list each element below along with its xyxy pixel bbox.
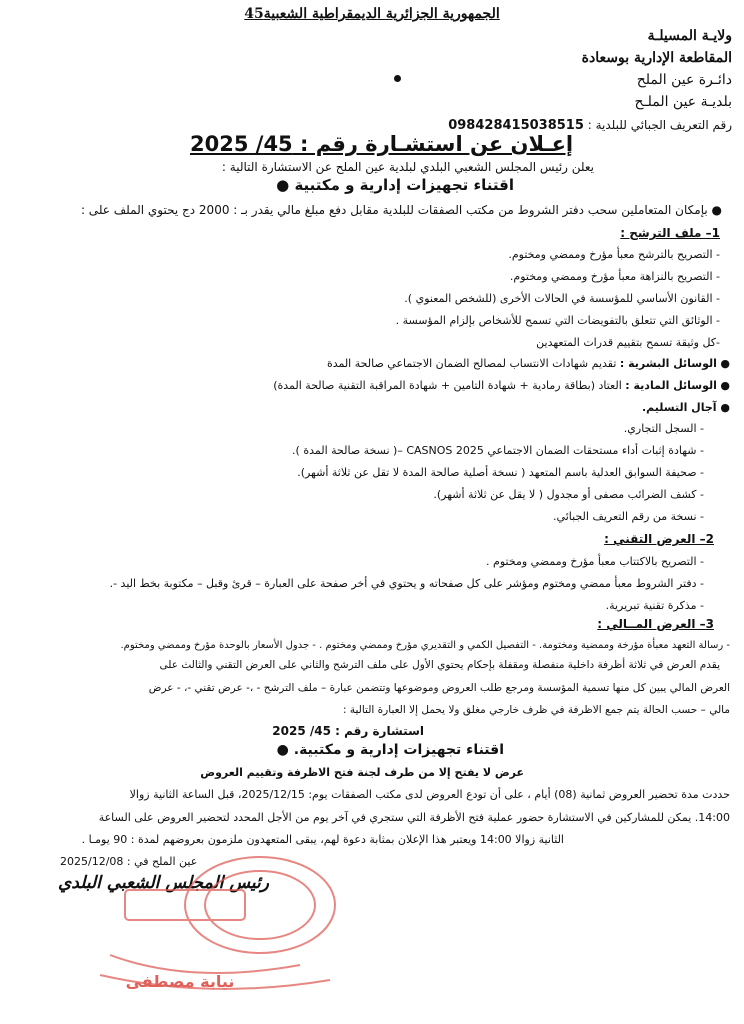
republic-header: الجمهورية الجزائرية الديمقراطية الشعبية45 xyxy=(244,6,500,22)
deadline-l1: حددت مدة تحضير العروض ثمانية (08) أيام ، على أن تودع العروض لدى مكتب الصفقات يوم: 2025/12/15، قبل الساعة الثانية زوالا xyxy=(129,788,730,801)
s1-item: - التصريح بالترشح معبأ مؤرخ وممضي ومختوم. xyxy=(508,248,720,261)
envelope-p1: يقدم العرض في ثلاثة أظرفة داخلية منفصلة ومقفلة بإحكام يحتوي الأول على ملف الترشح والثاني على العرض التقني والثالث على xyxy=(159,659,720,671)
delivery-item: - كشف الضرائب مصفى أو مجدول ( لا يقل عن ثلاثة أشهر). xyxy=(433,488,704,501)
section-1-title: 1– ملف الترشح : xyxy=(620,226,720,240)
material-means: ● الوسائل المادية : العتاد (بطاقة رمادية + شهادة التامين + شهادة المراقبة التقنية صالحة المدة) xyxy=(273,379,730,392)
subject-line: اقتناء تجهيزات إدارية و مكتبية ● xyxy=(276,176,514,194)
deadline-l2: 14:00. يمكن للمشاركين في الاستشارة حضور عملية فتح الأظرفة التي ستجري في آخر يوم من الأجل المحدد لتحضير العروض على الساعة xyxy=(98,811,730,824)
human-means: ● الوسائل البشرية : تقديم شهادات الانتساب لمصالح الضمان الاجتماعي صالحة المدة xyxy=(326,357,730,370)
signature-title: رئيس المجلس الشعبي البلدي xyxy=(58,873,269,893)
section-2-title: 2– العرض التقني : xyxy=(604,532,714,546)
ink-dot xyxy=(394,75,401,82)
circonscription: المقاطعة الإدارية بوسعادة xyxy=(581,50,732,66)
s2-item: - التصريح بالاكتتاب معبأ مؤرخ وممضي ومختوم . xyxy=(486,555,704,568)
s2-item: - مذكرة تقنية تبريرية. xyxy=(605,599,704,612)
place-date: عين الملح في : 2025/12/08 xyxy=(60,855,198,868)
s3-item: - رسالة التعهد معبأة مؤرخة وممضية ومختومة. - التفصيل الكمي و التقديري مؤرخ وممضي ومختوم . - جدول الأسعار بالوحدة مؤرخ وممضي ومختوم. xyxy=(120,640,730,651)
nif-value: 098428415038515 xyxy=(448,118,584,133)
official-stamp xyxy=(70,855,360,1000)
delivery-label: ● آجال التسليم. xyxy=(641,401,730,414)
deadline-l3: الثانية زوالا 14:00 ويعتبر هذا الإعلان بمثابة دعوة لهم، يبقى المتعهدون ملزمون بعروضهم لمدة : 90 يومـا . xyxy=(81,833,564,846)
envelope-p2: العرض المالي يبين كل منها تسمية المؤسسة ومرجع طلب العروض وموضوعها وتتضمن عبارة – ملف الترشح - ،- عرض تقني -، - عرض xyxy=(148,682,730,694)
delivery-item: - السجل التجاري. xyxy=(623,422,704,435)
delivery-item: - نسخة من رقم التعريف الجبائي. xyxy=(553,510,704,523)
s1-item: -كل وثيقة تسمح بتقييم قدرات المتعهدين xyxy=(536,336,720,349)
intro-text: يعلن رئيس المجلس الشعبي البلدي لبلدية عين الملح عن الاستشارة التالية : xyxy=(221,160,594,174)
wilaya: ولايـة المسيلـة xyxy=(647,28,732,44)
section-3-title: 3– العرض المــالي : xyxy=(597,617,714,631)
envelope-subject: اقتناء تجهيزات إدارية و مكتبية. ● xyxy=(276,742,504,758)
s1-item: - الوثائق التي تتعلق بالتفويضات التي تسمح للأشخاص بإلزام المؤسسة . xyxy=(395,314,720,327)
envelope-notice: عرض لا يفتح إلا من طرف لجنة فتح الاظرفة وتقييم العروض xyxy=(200,766,524,779)
commune: بلديـة عين الملـح xyxy=(634,94,732,110)
s1-item: - التصريح بالنزاهة معبأ مؤرخ وممضي ومختوم. xyxy=(509,270,720,283)
s2-item: - دفتر الشروط معبأ ممضي ومختوم ومؤشر على كل صفحاته و يحتوي في أخر صفحة على العبارة – قرئ وقبل – مكتوبة بخط اليد -. xyxy=(109,577,704,590)
daira: دائـرة عين الملح xyxy=(636,72,732,88)
stamp-text: نيابة مصطفى xyxy=(125,972,235,991)
file-note: ● بإمكان المتعاملين سحب دفتر الشروط من مكتب الصفقات للبلدية مقابل دفع مبلغ مالي يقدر بـ : 2000 دج يحتوي الملف على : xyxy=(80,203,722,217)
nif-line: رقم التعريف الجبائي للبلدية : 098428415038515 xyxy=(448,118,732,133)
s1-item: - القانون الأساسي للمؤسسة في الحالات الأخرى (للشخص المعنوي ). xyxy=(404,292,720,305)
envelope-p3: مالي – حسب الحالة يتم جمع الاظرفة في ظرف خارجي مغلق ولا يحمل إلا العبارة التالية : xyxy=(342,704,730,716)
announcement-title: إعـلان عن استشـارة رقم : 45/ 2025 xyxy=(190,132,574,156)
envelope-ref: استشارة رقم : 45/ 2025 xyxy=(272,724,424,738)
delivery-item: - صحيفة السوابق العدلية باسم المتعهد ( نسخة أصلية صالحة المدة لا تقل عن ثلاثة أشهر). xyxy=(297,466,704,479)
delivery-item: - شهادة إثبات أداء مستحقات الضمان الاجتماعي CASNOS 2025 –( نسخة صالحة المدة ). xyxy=(292,444,704,457)
